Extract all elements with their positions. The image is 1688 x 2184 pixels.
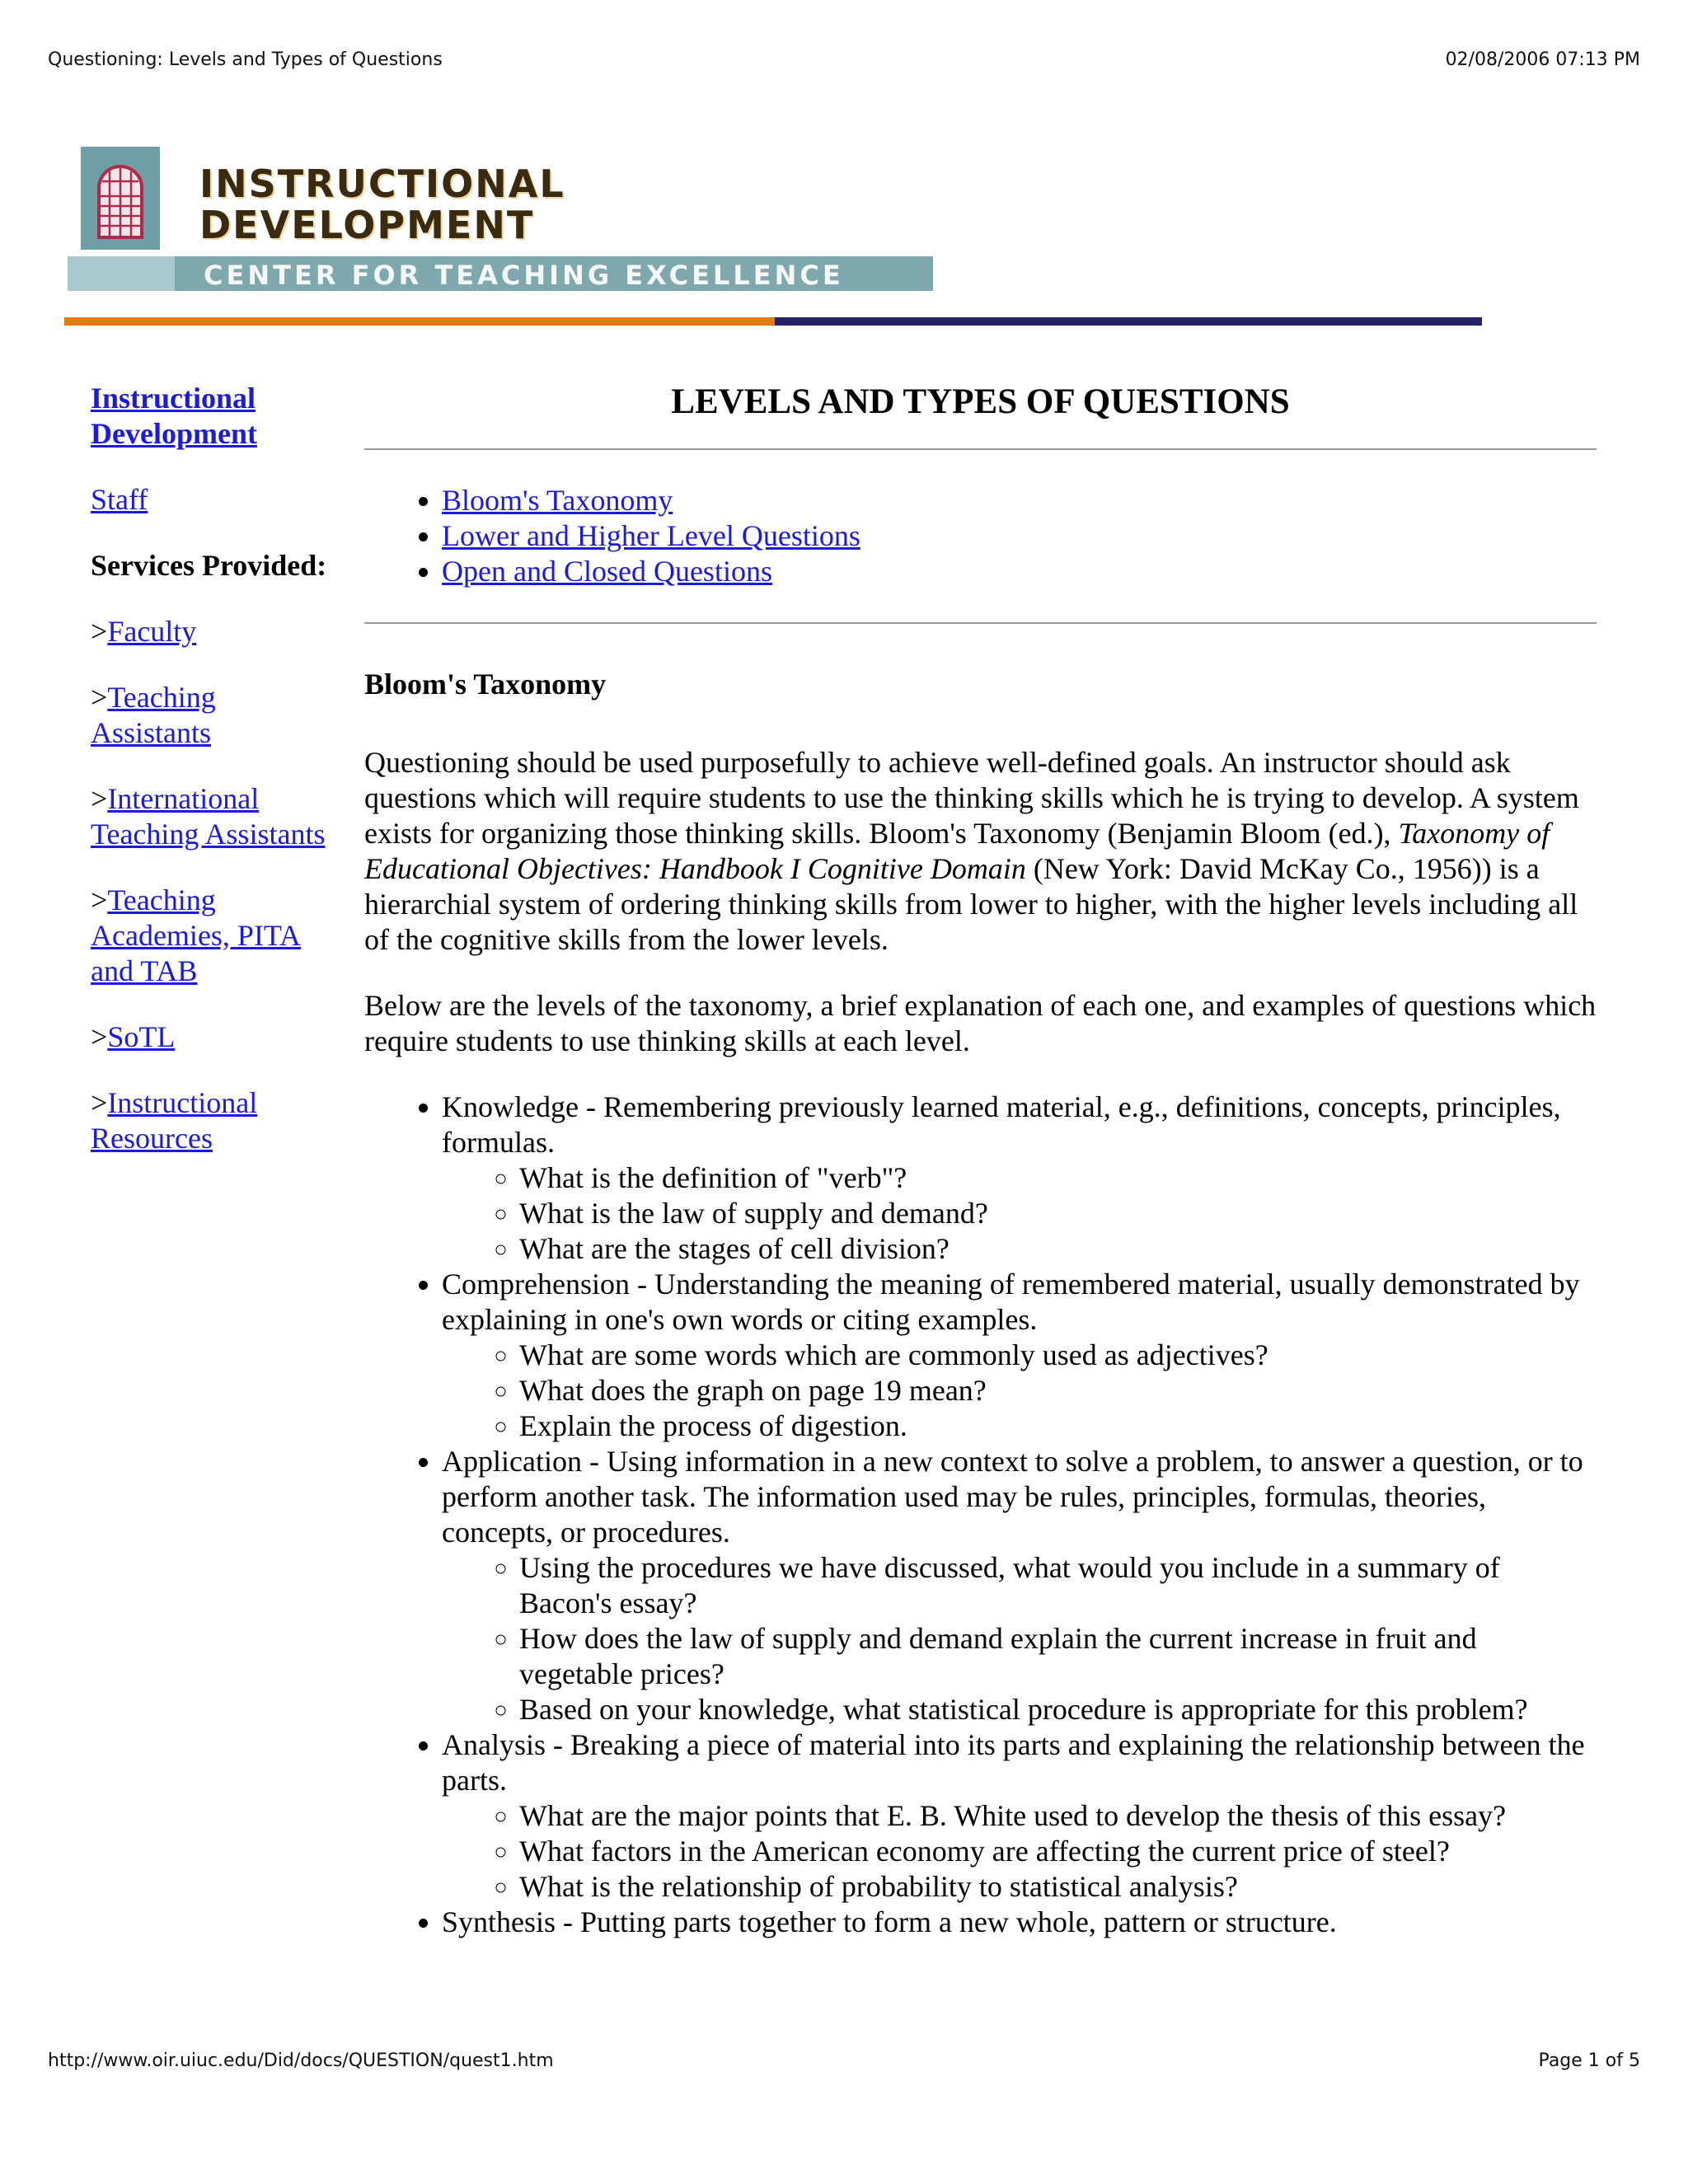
toc-rule	[364, 622, 1597, 624]
example-question: ◦ What does the graph on page 19 mean?	[519, 1373, 1597, 1408]
divider-navy	[775, 317, 1482, 326]
level-description: Application - Using information in a new context to solve a problem, to answer a question, or to perform another task. The information used may be rules, principles, formulas, theories, concepts, or procedures.	[442, 1445, 1583, 1549]
example-question: ◦ Explain the process of digestion.	[519, 1408, 1597, 1444]
divider-orange	[64, 317, 775, 326]
level-comprehension	[442, 1267, 1597, 1444]
table-of-contents	[364, 483, 1597, 589]
section-heading: Bloom's Taxonomy	[364, 668, 607, 701]
level-description: Comprehension - Understanding the meaning of remembered material, usually demonstrated by explaining in one's own words or citing examples.	[442, 1268, 1580, 1336]
logo-line-2: DEVELOPMENT	[199, 203, 535, 247]
example-question: ◦ Based on your knowledge, what statistical procedure is appropriate for this problem?	[519, 1692, 1597, 1727]
toc-link-open-closed[interactable]: Open and Closed Questions	[442, 555, 772, 588]
print-url: http://www.oir.uiuc.edu/Did/docs/QUESTION/quest1.htm	[48, 2050, 554, 2071]
level-description: Synthesis - Putting parts together to form a new whole, pattern or structure.	[442, 1905, 1337, 1938]
toc-item	[442, 518, 1597, 554]
book-title: Taxonomy of Educational Objectives: Handbook I Cognitive Domain	[364, 817, 1550, 885]
toc-item	[442, 483, 1597, 518]
example-question: ◦ What is the relationship of probability to statistical analysis?	[519, 1869, 1597, 1905]
level-synthesis	[442, 1905, 1597, 1940]
print-page-number: Page 1 of 5	[1538, 2050, 1640, 2071]
print-header	[48, 49, 1640, 70]
level-description: Analysis - Breaking a piece of material into its parts and explaining the relationship between the parts.	[442, 1728, 1585, 1797]
sidebar-prefix: >	[91, 1086, 108, 1119]
sidebar-link-instructional-resources[interactable]: Instructional Resources	[91, 1086, 258, 1155]
sidebar-services-heading: Services Provided:	[91, 549, 327, 582]
example-question: ◦ What are some words which are commonly used as adjectives?	[519, 1338, 1597, 1373]
main-content	[364, 381, 1597, 1940]
example-questions	[442, 1550, 1597, 1727]
logo-band	[68, 256, 933, 291]
toc-item	[442, 554, 1597, 589]
sidebar-prefix: >	[91, 681, 108, 714]
intro-text-end: (New York: David McKay Co., 1956)) is a hierarchial system of ordering thinking skills from lower to higher, with the higher levels including all of the cognitive skills from the lower levels.	[364, 852, 1578, 956]
intro-text: Questioning should be used purposefully to achieve well-defined goals. An instructor should ask questions which will require students to use the thinking skills which he is trying to develop. A system exists for organizing those thinking skills. Bloom's Taxonomy (Benjamin Bloom (ed.),	[364, 746, 1579, 850]
example-question: ◦ What is the definition of "verb"?	[519, 1160, 1597, 1196]
sidebar-prefix: >	[91, 782, 108, 815]
levels-intro-paragraph: Below are the levels of the taxonomy, a brief explanation of each one, and examples of questions which require students to use thinking skills at each level.	[364, 989, 1597, 1057]
logo-band-text: CENTER FOR TEACHING EXCELLENCE	[204, 260, 844, 291]
example-question: ◦ What are the stages of cell division?	[519, 1231, 1597, 1267]
sidebar-link-teaching-academies[interactable]: Teaching Academies, PITA and TAB	[91, 883, 302, 987]
sidebar-prefix: >	[91, 1020, 108, 1053]
level-analysis	[442, 1727, 1597, 1905]
sidebar-link-sotl[interactable]: SoTL	[107, 1020, 176, 1053]
sidebar-link-teaching-assistants[interactable]: Teaching Assistants	[91, 681, 216, 749]
page-title: LEVELS AND TYPES OF QUESTIONS	[671, 382, 1290, 421]
example-question: ◦ What factors in the American economy are affecting the current price of steel?	[519, 1834, 1597, 1869]
example-questions	[442, 1798, 1597, 1905]
header-divider	[64, 317, 1482, 326]
example-question: ◦ How does the law of supply and demand explain the current increase in fruit and vegetable prices?	[519, 1621, 1597, 1692]
level-description: Knowledge - Remembering previously learned material, e.g., definitions, concepts, principles, formulas.	[442, 1090, 1561, 1159]
print-datetime: 02/08/2006 07:13 PM	[1445, 49, 1640, 70]
logo-line-1: INSTRUCTIONAL	[199, 162, 565, 206]
sidebar-link-instructional-development[interactable]: Instructional Development	[91, 382, 257, 450]
example-question: ◦ What are the major points that E. B. White used to develop the thesis of this essay?	[519, 1798, 1597, 1834]
taxonomy-levels-list	[364, 1090, 1597, 1940]
print-footer	[48, 2050, 1640, 2071]
sidebar-prefix: >	[91, 615, 108, 648]
arched-window-icon	[81, 147, 160, 250]
sidebar-prefix: >	[91, 883, 108, 916]
sidebar-link-international-teaching-assistants[interactable]: International Teaching Assistants	[91, 782, 326, 851]
example-questions	[442, 1338, 1597, 1444]
sidebar-nav	[91, 381, 330, 1187]
toc-link-lower-higher-level[interactable]: Lower and Higher Level Questions	[442, 519, 860, 552]
level-application	[442, 1444, 1597, 1727]
site-logo[interactable]	[68, 147, 933, 291]
level-knowledge	[442, 1090, 1597, 1267]
logo-wordmark	[199, 163, 565, 246]
sidebar-link-faculty[interactable]: Faculty	[107, 615, 197, 648]
top-rule	[364, 448, 1597, 450]
example-question: ◦ Using the procedures we have discussed, what would you include in a summary of Bacon's essay?	[519, 1550, 1597, 1621]
toc-link-blooms-taxonomy[interactable]: Bloom's Taxonomy	[442, 484, 673, 517]
example-question: ◦ What is the law of supply and demand?	[519, 1196, 1597, 1231]
print-page-title: Questioning: Levels and Types of Questions	[48, 49, 443, 70]
sidebar-link-staff[interactable]: Staff	[91, 483, 148, 516]
intro-paragraph	[364, 745, 1597, 958]
example-questions	[442, 1160, 1597, 1267]
